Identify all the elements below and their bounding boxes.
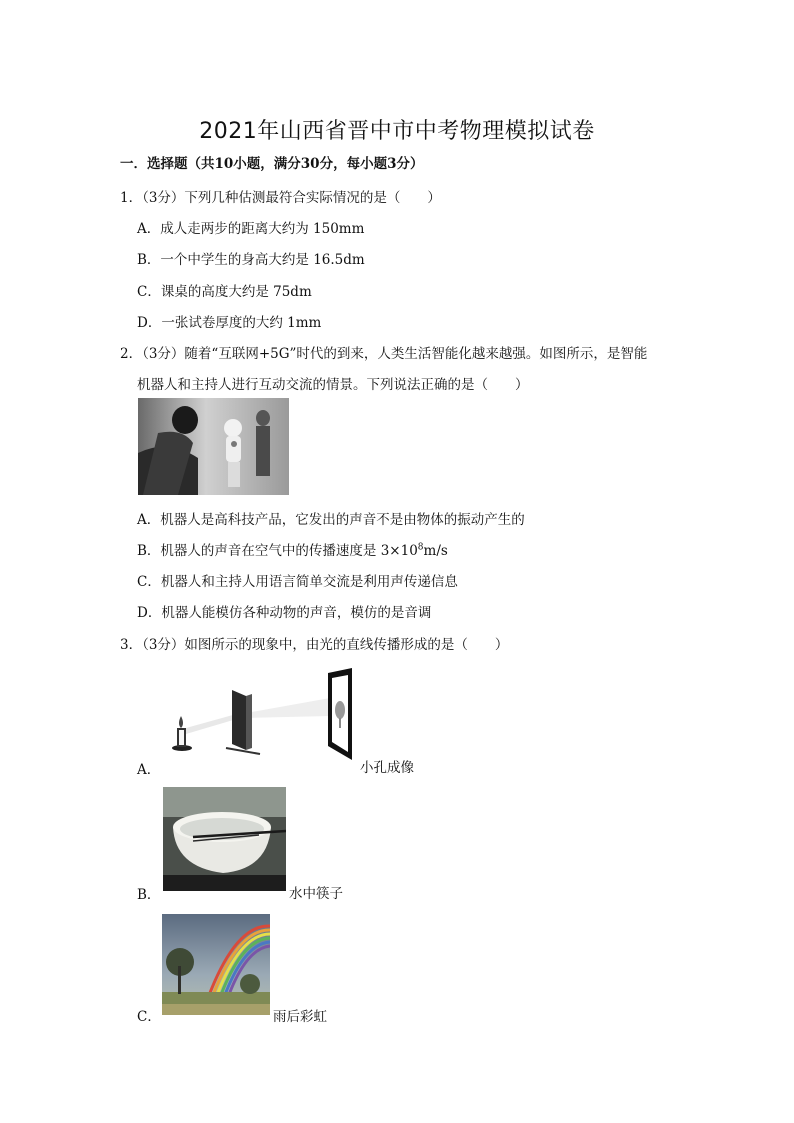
robot-host-photo [138, 398, 289, 495]
question-1-option-a: A．成人走两步的距离大约为 150mm [137, 221, 365, 237]
question-2-option-a: A．机器人是高科技产品，它发出的声音不是由物体的振动产生的 [137, 512, 525, 528]
question-2-option-b: B．机器人的声音在空气中的传播速度是 $3\times 10^8m/s$ [137, 542, 448, 559]
question-2-option-c: C．机器人和主持人用语言简单交流是利用声传递信息 [137, 574, 458, 590]
rainbow-photo [162, 914, 270, 1015]
page-title: 2021年山西省晋中市中考物理模拟试卷 [199, 119, 595, 144]
question-1-option-d: D．一张试卷厚度的大约 1mm [137, 315, 322, 331]
question-2-stem-line2: 机器人和主持人进行互动交流的情景。下列说法正确的是（ ） [137, 377, 529, 393]
question-3-stem: 3．（3分）如图所示的现象中，由光的直线传播形成的是（ ） [120, 637, 509, 653]
question-3-option-a-letter: A． [137, 762, 161, 778]
question-3-option-a-caption: 小孔成像 [360, 760, 414, 776]
question-3-option-b-caption: 水中筷子 [289, 886, 343, 902]
chopsticks-in-water-photo [163, 787, 286, 891]
question-1-option-b: B．一个中学生的身高大约是 16.5dm [137, 252, 365, 268]
question-3-option-c-letter: C． [137, 1009, 161, 1025]
question-2-option-d: D．机器人能模仿各种动物的声音，模仿的是音调 [137, 605, 432, 621]
question-3-option-c-caption: 雨后彩虹 [273, 1009, 327, 1025]
pinhole-camera-diagram [162, 668, 360, 760]
section-heading: 一．选择题（共10小题，满分30分，每小题3分） [120, 156, 424, 172]
question-2-stem-line1: 2．（3分）随着“互联网+5G”时代的到来，人类生活智能化越来越强。如图所示，是智能 [120, 346, 648, 362]
question-1-option-c: C．课桌的高度大约是 75dm [137, 284, 312, 300]
question-1-stem: 1．（3分）下列几种估测最符合实际情况的是（ ） [120, 190, 441, 206]
question-3-option-b-letter: B． [137, 887, 161, 903]
